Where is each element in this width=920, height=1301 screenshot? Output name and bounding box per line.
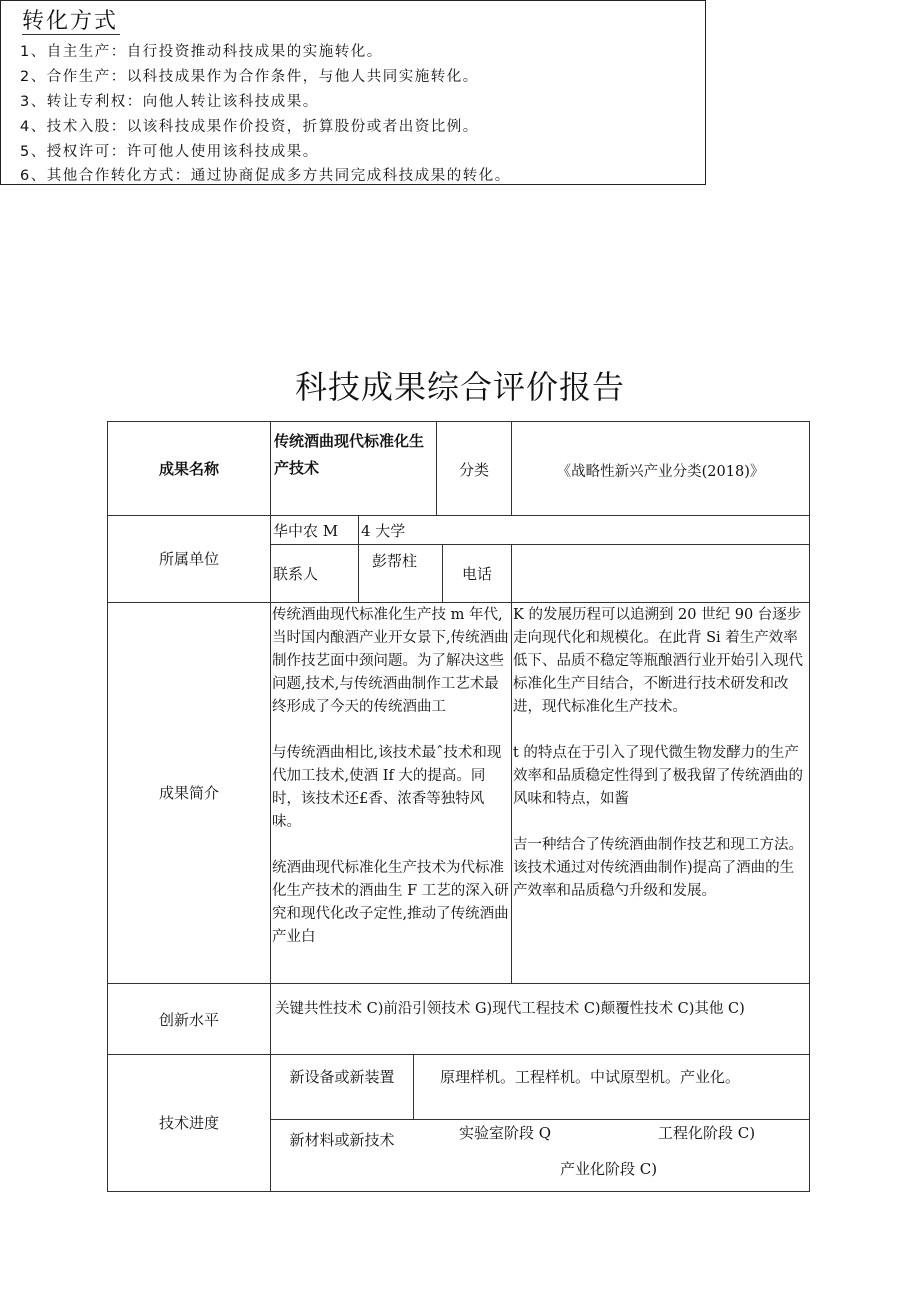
- intro-paragraph: 吉一种结合了传统酒曲制作技艺和现工方法。该技术通过对传统酒曲制作)提高了酒曲的生产效率和品质稳勺升级和发展。: [513, 837, 803, 899]
- contact-label: 联系人: [273, 565, 319, 583]
- progress-stage-lab: 实验室阶段 Q: [459, 1124, 552, 1142]
- conversion-methods-box: [0, 0, 706, 185]
- phone-label: 电话: [461, 565, 492, 583]
- conversion-item: 4、技术入股：以该科技成果作价投资，折算股份或者出资比例。: [20, 119, 479, 135]
- innovation-value: 关键共性技术 C)前沿引领技术 G)现代工程技术 C)颠覆性技术 C)其他 C): [275, 1001, 745, 1017]
- category-value: 《战略性新兴产业分类(2018)》: [556, 464, 765, 480]
- category-label: 分类: [458, 461, 489, 479]
- intro-label: 成果简介: [158, 784, 219, 802]
- intro-paragraph: K 的发展历程可以追溯到 20 世纪 90 台逐步走向现代化和规模化。在此背 Si 着生产效率低下、品质不稳定等瓶酿酒行业开始引入现代标准化生产目结合，不断进行技术研发和改进，现代标准化生产技术。: [513, 607, 803, 715]
- conversion-item: 6、其他合作转化方式：通过协商促成多方共同完成科技成果的转化。: [20, 168, 511, 184]
- intro-paragraph: t 的特点在于引入了现代微生物发酵力的生产效率和品质稳定性得到了极我留了传统酒曲的风味和特点，如酱: [513, 745, 803, 807]
- name-value: 传统酒曲现代标准化生产技术: [274, 432, 425, 477]
- progress-row1-label: 新设备或新装置: [289, 1068, 395, 1086]
- table-line: [358, 515, 359, 603]
- intro-paragraph: 与传统酒曲相比,该技术最ˆ技术和现代加工技术,使酒 If 大的提高。同时，该技术还£香、浓香等独特风味。: [272, 745, 502, 830]
- conversion-item: 1、自主生产：自行投资推动科技成果的实施转化。: [20, 44, 383, 60]
- conversion-item: 3、转让专利权：向他人转让该科技成果。: [20, 94, 319, 110]
- table-line: [511, 544, 512, 603]
- innovation-label: 创新水平: [158, 1011, 219, 1029]
- table-line: [107, 421, 108, 1192]
- progress-row1-value: 原理样机。工程样机。中试原型机。产业化。: [440, 1068, 741, 1086]
- intro-right-column: [513, 604, 807, 926]
- table-line: [107, 983, 810, 984]
- progress-label: 技术进度: [158, 1114, 219, 1132]
- table-line: [270, 1119, 810, 1120]
- intro-paragraph: 传统酒曲现代标准化生产技 m 年代,当时国内酿酒产业开女景下,传统酒曲制作技艺面中颈问题。为了解决这些问题,技术,与传统酒曲制作工艺术最终形成了今天的传统酒曲工: [272, 607, 509, 715]
- table-line: [107, 1191, 810, 1192]
- unit-label: 所属单位: [158, 550, 219, 568]
- conversion-item: 5、授权许可：许可他人使用该科技成果。: [20, 144, 319, 160]
- progress-stage-industrial: 产业化阶段 C): [560, 1160, 658, 1178]
- unit-value-part1: 华中农 M: [273, 522, 339, 540]
- name-label: 成果名称: [158, 460, 219, 478]
- progress-stage-engineering: 工程化阶段 C): [658, 1124, 756, 1142]
- table-line: [809, 421, 810, 1192]
- intro-paragraph: 统酒曲现代标准化生产技术为代标准化生产技术的酒曲生 F 工艺的深入研究和现代化改子定性,推动了传统酒曲产业白: [272, 860, 509, 945]
- intro-left-column: [272, 604, 510, 972]
- table-line: [413, 1054, 414, 1120]
- unit-value-part2: 4 大学: [361, 522, 406, 540]
- conversion-heading: 转化方式: [22, 4, 118, 35]
- table-line: [107, 602, 810, 603]
- report-title: 科技成果综合评价报告: [294, 368, 625, 406]
- table-line: [107, 515, 810, 516]
- table-line: [511, 602, 512, 984]
- table-line: [107, 421, 810, 422]
- table-line: [270, 544, 810, 545]
- progress-row2-label: 新材料或新技术: [289, 1131, 395, 1149]
- table-line: [107, 1054, 810, 1055]
- contact-value: 彭帮柱: [372, 552, 418, 570]
- conversion-item: 2、合作生产：以科技成果作为合作条件，与他人共同实施转化。: [20, 69, 479, 85]
